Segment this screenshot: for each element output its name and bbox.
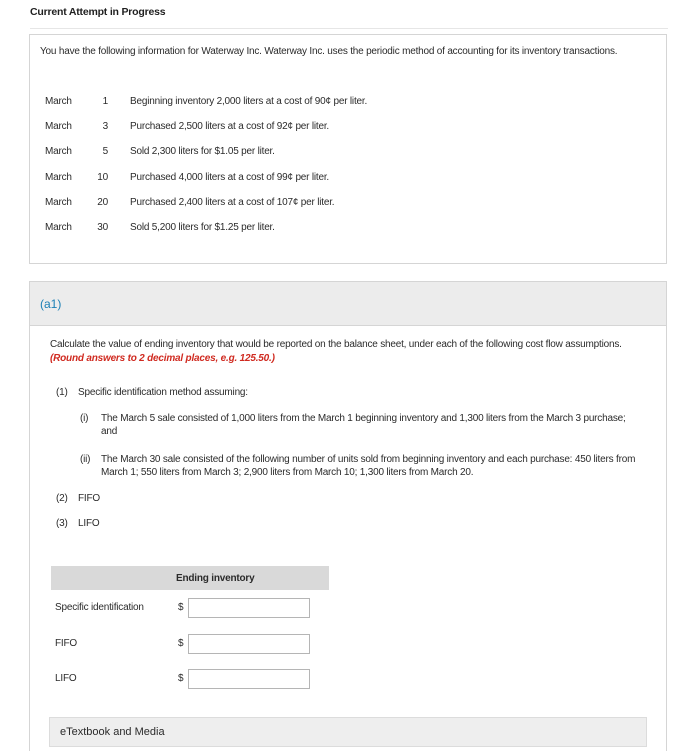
item-text: Specific identification method assuming:	[78, 387, 248, 398]
transaction-description: Purchased 2,400 liters at a cost of 107¢ per liter.	[130, 197, 335, 208]
page-header	[30, 6, 668, 29]
transaction-month: March	[45, 172, 72, 183]
transaction-description: Sold 5,200 liters for $1.25 per liter.	[130, 222, 275, 233]
transaction-month: March	[45, 146, 72, 157]
item-text: LIFO	[78, 518, 100, 529]
currency-symbol: $	[178, 602, 184, 613]
question-label: (a1)	[40, 297, 62, 311]
specific-identification-input[interactable]	[188, 598, 310, 618]
fifo-input[interactable]	[188, 634, 310, 654]
page-title: Current Attempt in Progress	[30, 6, 166, 18]
item-text: FIFO	[78, 493, 100, 504]
transaction-day: 3	[102, 121, 108, 132]
transaction-month: March	[45, 197, 72, 208]
list-item-sub-ii	[80, 453, 640, 479]
row-label-specific-identification: Specific identification	[55, 602, 144, 613]
item-text: The March 30 sale consisted of the following number of units sold from beginning inventory and each purchase: 450 liters from March 1; 550 liters from March 3; 2,900 liters from March 10; 1,300 liters from March 20.	[101, 454, 636, 478]
etextbook-and-media-button[interactable]	[49, 717, 647, 747]
answer-table-header	[51, 566, 329, 590]
transaction-month: March	[45, 222, 72, 233]
question-text	[50, 338, 640, 366]
currency-symbol: $	[178, 638, 184, 649]
item-number: (3)	[56, 518, 68, 529]
item-number: (ii)	[80, 454, 91, 465]
transaction-month: March	[45, 121, 72, 132]
transaction-description: Purchased 2,500 liters at a cost of 92¢ per liter.	[130, 121, 330, 132]
transaction-month: March	[45, 96, 72, 107]
lifo-input[interactable]	[188, 669, 310, 689]
transaction-description: Beginning inventory 2,000 liters at a cost of 90¢ per liter.	[130, 96, 368, 107]
transaction-description: Purchased 4,000 liters at a cost of 99¢ per liter.	[130, 172, 330, 183]
transaction-day: 20	[97, 197, 108, 208]
item-text: The March 5 sale consisted of 1,000 liters from the March 1 beginning inventory and 1,300 liters from the March 3 purchase; and	[101, 413, 626, 437]
row-label-fifo: FIFO	[55, 638, 77, 649]
transaction-description: Sold 2,300 liters for $1.05 per liter.	[130, 146, 275, 157]
rounding-note: (Round answers to 2 decimal places, e.g. 125.50.)	[50, 353, 275, 364]
item-number: (1)	[56, 387, 68, 398]
column-header-ending-inventory: Ending inventory	[176, 573, 255, 584]
question-header	[30, 282, 666, 326]
transaction-day: 5	[102, 146, 108, 157]
transaction-day: 10	[97, 172, 108, 183]
transaction-day: 30	[97, 222, 108, 233]
problem-intro: You have the following information for Waterway Inc. Waterway Inc. uses the periodic method of accounting for its inventory transactions.	[40, 46, 618, 57]
item-number: (2)	[56, 493, 68, 504]
transaction-day: 1	[102, 96, 108, 107]
question-instruction: Calculate the value of ending inventory that would be reported on the balance sheet, under each of the following cost flow assumptions.	[50, 339, 622, 350]
currency-symbol: $	[178, 673, 184, 684]
list-item-sub-i	[80, 412, 635, 438]
problem-info-box	[29, 34, 667, 264]
row-label-lifo: LIFO	[55, 673, 77, 684]
etextbook-label: eTextbook and Media	[60, 726, 165, 738]
question-panel	[29, 281, 667, 751]
item-number: (i)	[80, 413, 89, 424]
